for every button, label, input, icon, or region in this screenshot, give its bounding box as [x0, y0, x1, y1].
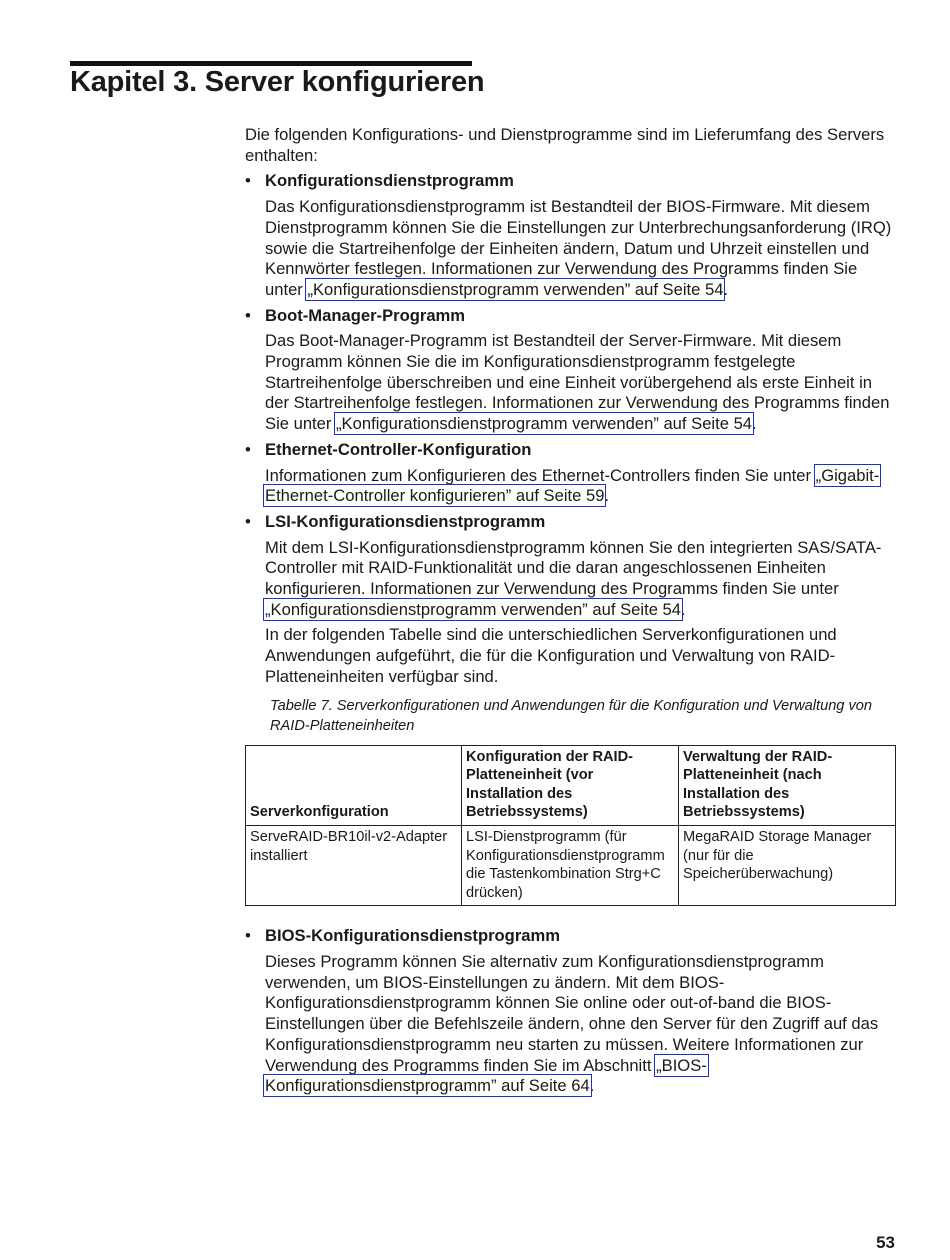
bullet-text: Dieses Programm können Sie alternativ zum Konfigurationsdienstprogramm verwenden, um BIOS-Einstellungen zu ändern. Mit dem BIOS-Konfigurationsdienstprogramm können Sie online oder out-of-band die BIOS-Einstellungen über die Befehlszeile ändern, ohne den Server für den Zugriff auf das Konfigurationsdienstprogramm neu starten zu müssen. Weitere Informationen zur Verwendung des Programms finden Sie im Abschnitt „BIOS-Konfigurationsdienstprogramm” auf Seite 64.: [265, 952, 879, 1096]
table-cell: ServeRAID-BR10il-v2-Adapter installiert: [246, 825, 462, 905]
bullet-title: Konfigurationsdienstprogramm: [265, 171, 514, 191]
bullet-item-configuration-utility: [245, 171, 897, 300]
table-cell: LSI-Dienstprogramm (für Konfigurationsdienstprogramm die Tastenkombination Strg+C drücken): [462, 825, 679, 905]
bullet-item-bios-utility: [245, 926, 897, 1097]
bullet-text: Mit dem LSI-Konfigurationsdienstprogramm können Sie den integrierten SAS/SATA-Controller mit RAID-Funktionalität und die daran angeschlossenen Einheiten konfigurieren. Informationen zur Verwendung des Programms finden Sie unter „Konfigurationsdienstprogramm verwenden” auf Seite 54.: [265, 537, 882, 619]
cross-reference-link[interactable]: „Konfigurationsdienstprogramm verwenden” auf Seite 54: [265, 599, 681, 619]
page-number: 53: [876, 1233, 895, 1252]
table-header-row: [246, 745, 896, 825]
table-row: [246, 825, 896, 905]
table-cell: MegaRAID Storage Manager (nur für die Speicherüberwachung): [679, 825, 896, 905]
cross-reference-link[interactable]: „BIOS-Konfigurationsdienstprogramm” auf Seite 64: [265, 1055, 707, 1096]
cross-reference-link[interactable]: „Konfigurationsdienstprogramm verwenden” auf Seite 54: [336, 414, 753, 434]
bullet-text: Das Konfigurationsdienstprogramm ist Bestandteil der BIOS-Firmware. Mit diesem Dienstprogramm können Sie die Einstellungen zur Unterbrechungsanforderung (IRQ) sowie die Startreihenfolge der Einheiten ändern, Datum und Uhrzeit einstellen und Kennwörter festlegen. Informationen zur Verwendung des Programms finden Sie unter „Konfigurationsdienstprogramm verwenden” auf Seite 54.: [265, 197, 892, 299]
bullet-icon: •: [245, 439, 251, 459]
main-content: [245, 125, 897, 1102]
chapter-title: Kapitel 3. Server konfigurieren: [70, 66, 485, 98]
bullet-title: LSI-Konfigurationsdienstprogramm: [265, 511, 546, 531]
raid-configuration-table: [245, 745, 896, 907]
intro-paragraph: Die folgenden Konfigurations- und Dienstprogramme sind im Lieferumfang des Servers enthalten:: [245, 125, 885, 165]
bullet-icon: •: [245, 511, 251, 531]
bullet-text: Das Boot-Manager-Programm ist Bestandteil der Server-Firmware. Mit diesem Programm können Sie die im Konfigurationsdienstprogramm festgelegte Startreihenfolge überschreiben und eine Einheit vorübergehend als erste Einheit in der Startreihenfolge festlegen. Informationen zur Verwendung des Programms finden Sie unter „Konfigurationsdienstprogramm verwenden” auf Seite 54.: [265, 331, 890, 434]
bullet-title: BIOS-Konfigurationsdienstprogramm: [265, 926, 561, 946]
bullet-item-ethernet-controller: [245, 440, 897, 507]
column-header: Serverkonfiguration: [246, 745, 462, 825]
table-intro-text: In der folgenden Tabelle sind die unterschiedlichen Serverkonfigurationen und Anwendungen aufgeführt, die für die Konfiguration und Verwaltung von RAID-Platteneinheiten verfügbar sind.: [265, 625, 837, 686]
bullet-title: Ethernet-Controller-Konfiguration: [265, 439, 532, 459]
cross-reference-link[interactable]: „Konfigurationsdienstprogramm verwenden” auf Seite 54: [307, 279, 724, 299]
table-caption: Tabelle 7. Serverkonfigurationen und Anwendungen für die Konfiguration und Verwaltung von RAID-Platteneinheiten: [270, 697, 873, 735]
bullet-icon: •: [245, 171, 251, 191]
bullet-item-lsi-utility: [245, 512, 897, 737]
column-header: Konfiguration der RAID-Platteneinheit (vor Installation des Betriebssystems): [462, 745, 679, 825]
bullet-item-boot-manager: [245, 306, 897, 435]
bullet-title: Boot-Manager-Programm: [265, 305, 466, 325]
bullet-icon: •: [245, 926, 251, 946]
column-header: Verwaltung der RAID-Platteneinheit (nach Installation des Betriebssystems): [679, 745, 896, 825]
cross-reference-link[interactable]: „Gigabit-Ethernet-Controller konfigurieren” auf Seite 59: [265, 465, 880, 506]
bullet-icon: •: [245, 305, 251, 325]
bullet-text: Informationen zum Konfigurieren des Ethernet-Controllers finden Sie unter „Gigabit-Ethernet-Controller konfigurieren” auf Seite 59.: [265, 465, 880, 506]
